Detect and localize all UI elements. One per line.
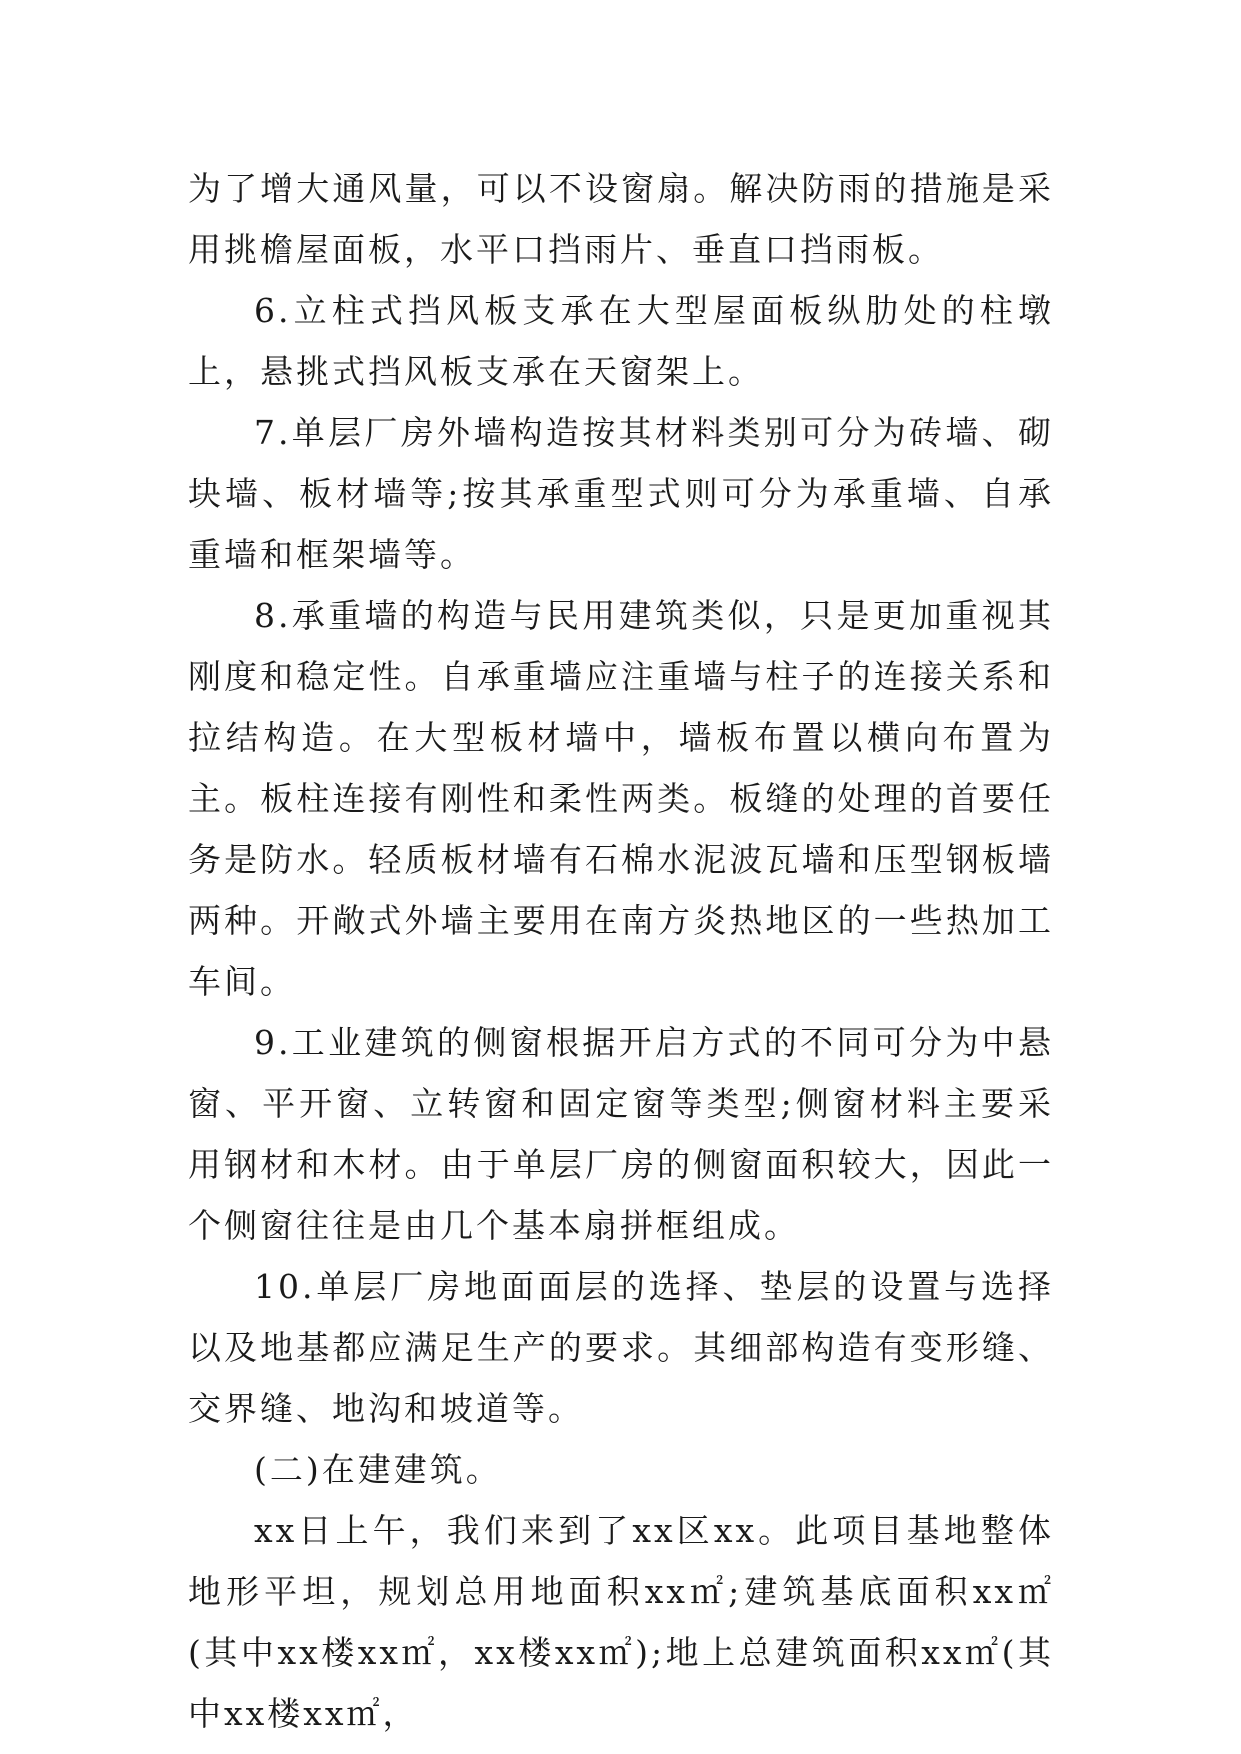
section-heading: (二)在建建筑。 [254,1450,502,1489]
paragraph: xx日上午，我们来到了xx区xx。此项目基地整体地形平坦，规划总用地面积xx㎡;建筑基底面积xx㎡(其中xx楼xx㎡，xx楼xx㎡);地上总建筑面积xx㎡(其中xx楼xx㎡， [188,1511,1054,1733]
paragraph: 10.单层厂房地面面层的选择、垫层的设置与选择以及地基都应满足生产的要求。其细部构造有变形缝、交界缝、地沟和坡道等。 [188,1267,1054,1428]
paragraph: 9.工业建筑的侧窗根据开启方式的不同可分为中悬窗、平开窗、立转窗和固定窗等类型;侧窗材料主要采用钢材和木材。由于单层厂房的侧窗面积较大，因此一个侧窗往往是由几个基本扇拼框组成。 [188,1023,1054,1245]
paragraph: 8.承重墙的构造与民用建筑类似，只是更加重视其刚度和稳定性。自承重墙应注重墙与柱子的连接关系和拉结构造。在大型板材墙中，墙板布置以横向布置为主。板柱连接有刚性和柔性两类。板缝的处理的首要任务是防水。轻质板材墙有石棉水泥波瓦墙和压型钢板墙两种。开敞式外墙主要用在南方炎热地区的一些热加工车间。 [188,596,1054,1001]
document-body [188,158,1054,1744]
paragraph: 7.单层厂房外墙构造按其材料类别可分为砖墙、砌块墙、板材墙等;按其承重型式则可分为承重墙、自承重墙和框架墙等。 [188,413,1054,574]
paragraph: 6.立柱式挡风板支承在大型屋面板纵肋处的柱墩上，悬挑式挡风板支承在天窗架上。 [188,291,1054,391]
paragraph: 为了增大通风量，可以不设窗扇。解决防雨的措施是采用挑檐屋面板，水平口挡雨片、垂直口挡雨板。 [188,169,1054,269]
